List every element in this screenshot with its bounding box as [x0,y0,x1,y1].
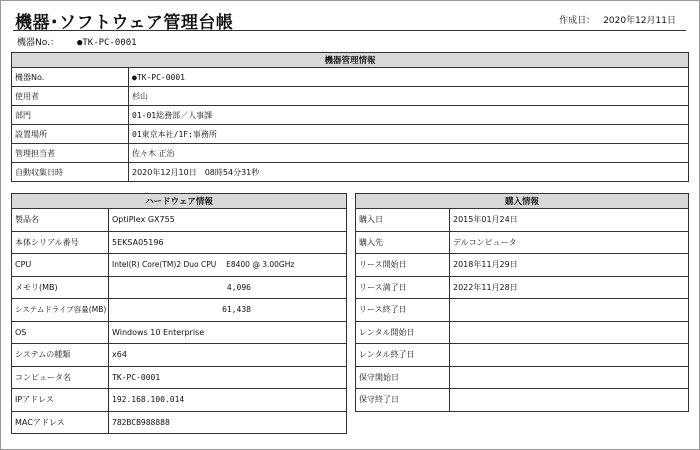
row-label: コンピュータ名 [12,366,109,389]
row-label: リース開始日 [356,254,450,277]
row-value: 01東京本社/1F:事務所 [129,125,689,144]
row-value: TK-PC-0001 [109,366,347,389]
table-row [356,389,689,412]
table-row [12,389,347,412]
row-value: 61,438 [109,299,347,322]
hardware-info-heading: ハードウェア情報 [12,194,347,209]
row-label: IPアドレス [12,389,109,412]
table-row [12,144,689,163]
row-label: 購入日 [356,209,450,232]
row-value: 2015年01月24日 [450,209,689,232]
row-value: Intel(R) Core(TM)2 Duo CPU E8400 @ 3.00GHz [109,254,347,277]
row-value [450,321,689,344]
hardware-info-table [11,193,347,434]
created-date [559,13,676,26]
row-label: 機器No. [12,68,129,87]
table-row [12,276,347,299]
row-label: 購入先 [356,231,450,254]
row-label: 使用者 [12,87,129,106]
row-label: レンタル開始日 [356,321,450,344]
table-row [12,411,347,434]
table-row [12,254,347,277]
row-label: 保守終了日 [356,389,450,412]
row-label: レンタル終了日 [356,344,450,367]
row-value: 01-01総務部／人事課 [129,106,689,125]
row-value [450,389,689,412]
table-row [356,321,689,344]
row-label: システムの種類 [12,344,109,367]
row-label: CPU [12,254,109,277]
table-row [12,106,689,125]
row-label: 部門 [12,106,129,125]
table-row [356,209,689,232]
table-row [356,299,689,322]
row-value: Windows 10 Enterprise [109,321,347,344]
table-row [12,231,347,254]
device-number-label: 機器No.： [17,38,59,48]
row-label: 管理担当者 [12,144,129,163]
table-row [12,209,347,232]
table-row [12,163,689,182]
table-row [12,321,347,344]
row-label: 自動収集日時 [12,163,129,182]
device-number-line [17,35,137,48]
table-row [356,231,689,254]
row-value: デルコンピュータ [450,231,689,254]
table-row [356,254,689,277]
device-management-table [11,52,689,182]
purchase-info-table [355,193,689,412]
row-value: 2020年12月10日 08時54分31秒 [129,163,689,182]
table-row [12,299,347,322]
created-date-value: 2020年12月11日 [603,16,676,26]
row-label: メモリ(MB) [12,276,109,299]
row-value: x64 [109,344,347,367]
row-label: 本体シリアル番号 [12,231,109,254]
row-label: システムドライブ容量(MB) [12,299,109,322]
page-title: 機器･ソフトウェア管理台帳 [15,13,234,33]
row-label: 製品名 [12,209,109,232]
row-label: 保守開始日 [356,366,450,389]
row-value: 782BCB988888 [109,411,347,434]
row-value: 192.168.100.014 [109,389,347,412]
row-label: OS [12,321,109,344]
row-value: 2022年11月28日 [450,276,689,299]
table-row [356,344,689,367]
row-value: 杉山 [129,87,689,106]
row-value: 2018年11月29日 [450,254,689,277]
table-row [12,68,689,87]
row-value: 4,096 [109,276,347,299]
table-row [12,125,689,144]
row-value: OptiPlex GX755 [109,209,347,232]
row-value [450,366,689,389]
table-row [12,87,689,106]
table-row [12,366,347,389]
purchase-info-heading: 購入情報 [356,194,689,209]
created-date-label: 作成日： [559,16,596,26]
device-management-heading: 機器管理情報 [12,53,689,68]
row-value [450,344,689,367]
row-value [450,299,689,322]
title-underline [13,30,686,31]
row-value: 5EKSA05196 [109,231,347,254]
row-label: MACアドレス [12,411,109,434]
table-row [356,366,689,389]
device-number-value: ●TK-PC-0001 [76,38,137,48]
table-row [356,276,689,299]
row-label: リース終了日 [356,299,450,322]
row-label: リース満了日 [356,276,450,299]
table-row [12,344,347,367]
row-value: ●TK-PC-0001 [129,68,689,87]
row-label: 設置場所 [12,125,129,144]
row-value: 佐々木 正治 [129,144,689,163]
